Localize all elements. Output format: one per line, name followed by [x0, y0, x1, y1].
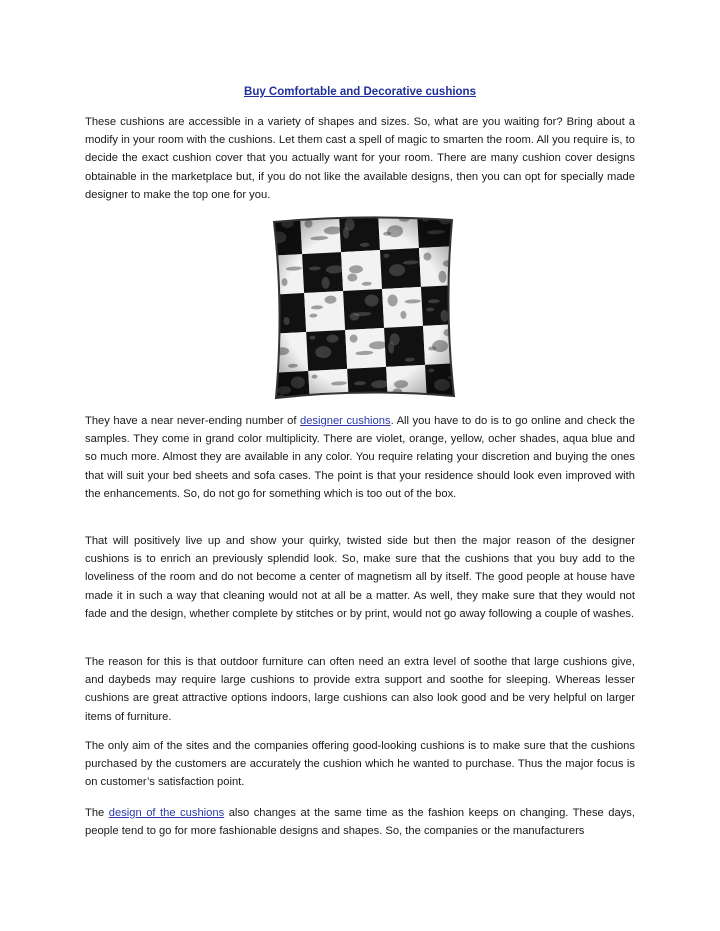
designer-cushions-link[interactable]: designer cushions — [299, 415, 391, 427]
paragraph-text: also changes at the same time as the fashion keeps on changing. These days, people tend to go for more fashionable designs and shapes. So, the companies or the manufacturers — [85, 807, 635, 838]
paragraph-design-changes — [85, 804, 635, 840]
design-of-cushions-link[interactable]: design of the cushions — [108, 807, 225, 819]
cushion-image — [268, 214, 458, 402]
paragraph-text: They have a near never-ending number of — [85, 415, 300, 427]
paragraph-text: The — [85, 807, 109, 819]
paragraph-quirky-side: That will positively live up and show your quirky, twisted side but then the major reason of the designer cushions is to enrich an previously splendid look. So, make sure that the cushions that you buy add to the loveliness of the room and do not become a center of magnetism all by itself. The good people at house have made it in such a way that cleaning would not at all be a matter. As well, they make sure that they would not fade and the design, whether complete by stitches or by print, would not go away following a couple of washes. — [85, 535, 635, 620]
paragraph-text: . All you have to do is to go online and check the samples. They come in grand color multiplicity. There are violet, orange, yellow, ocher shades, aqua blue and so much more. Almost they are available in any color. You require relating your discretion and buying the ones that will suit your bed sheets and sofa cases. The point is that your residence should look even improved with the enhancements. So, do not go for something which is too out of the box. — [85, 415, 635, 500]
page-title — [0, 86, 720, 98]
paragraph-intro: These cushions are accessible in a variety of shapes and sizes. So, what are you waiting for? Bring about a modify in your room with the cushions. Let them cast a spell of magic to smarten the room. All you require is, to decide the exact cushion cover that you actually want for your room. There are many cushion cover designs obtainable in the marketplace but, if you do not like the available designs, then you can opt for specially made designer to make the top one for you. — [85, 116, 635, 201]
paragraph-outdoor-furniture: The reason for this is that outdoor furniture can often need an extra level of soothe that large cushions give, and daybeds may require large cushions to provide extra support and soothe for sleeping. Whereas lesser cushions are great attractive options indoors, large cushions can also look good and be very helpful on larger items of furniture. — [85, 656, 635, 723]
paragraph-designer-cushions — [85, 412, 635, 503]
paragraph-sites-aim: The only aim of the sites and the companies offering good-looking cushions is to make sure that the cushions purchased by the customers are accurately the cushion which he wanted to purchase. Thus the major focus is on customer’s satisfaction point. — [85, 740, 635, 789]
title-link[interactable]: Buy Comfortable and Decorative cushions — [244, 86, 476, 98]
